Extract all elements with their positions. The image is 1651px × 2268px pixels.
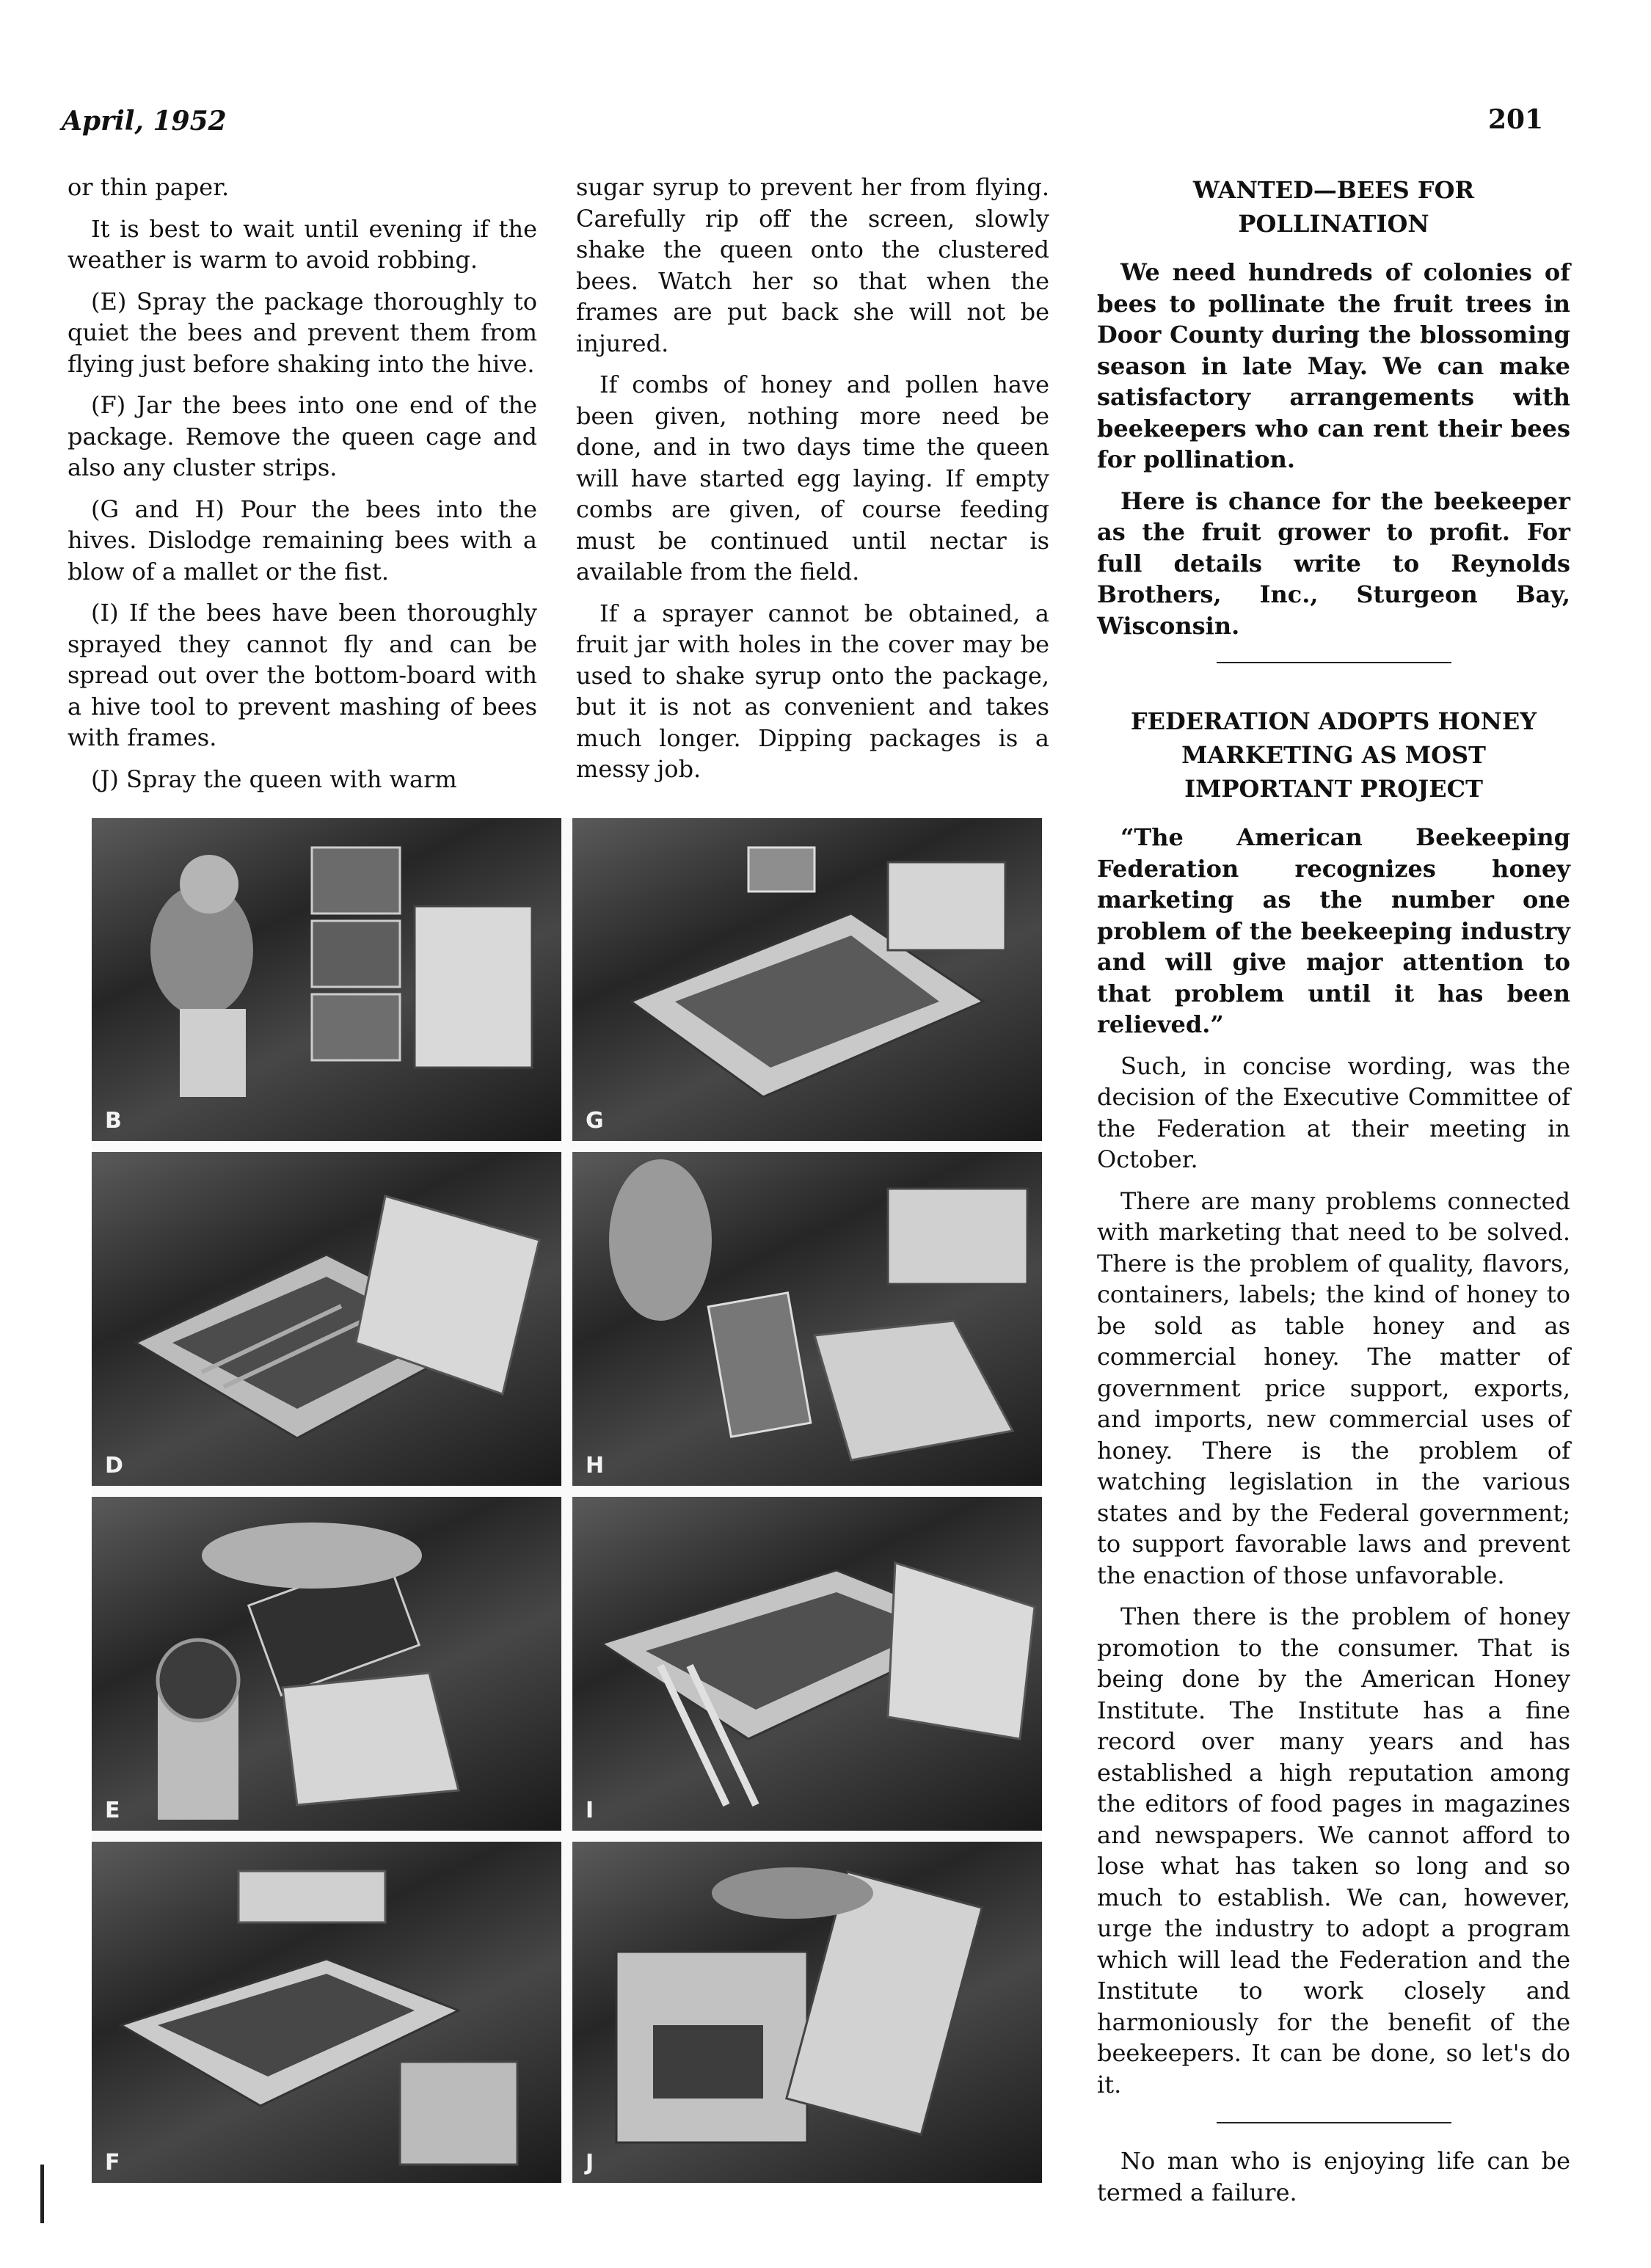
page-number: 201: [1488, 104, 1544, 135]
photo-panel-i: [572, 1497, 1042, 1831]
paragraph: It is best to wait until evening if the weather is warm to avoid robbing.: [68, 214, 537, 274]
paragraph: Such, in concise wording, was the decision of the Executive Committee of the Federation at their meeting in October.: [1097, 1051, 1570, 1173]
photo-panel-d: [92, 1152, 561, 1486]
shaking-package-image: [572, 1152, 1042, 1486]
photo-label: G: [586, 1108, 604, 1134]
hive-box-pouring-image: [572, 818, 1042, 1141]
photo-label: I: [586, 1798, 594, 1823]
quote-paragraph: “The American Beekeeping Federation recognizes honey marketing as the number one problem of the beekeeping industry and will give major attention to that problem until it has been relieved.”: [1097, 823, 1570, 1038]
photo-label: J: [586, 2150, 594, 2176]
ad-paragraph: Here is chance for the beekeeper as the fruit grower to profit. For full details write to Reynolds Brothers, Inc., Sturgeon Bay, Wisconsin.: [1097, 486, 1570, 640]
paragraph: (F) Jar the bees into one end of the package. Remove the queen cage and also any cluster strips.: [68, 391, 537, 481]
photo-label: D: [105, 1453, 123, 1478]
beekeeper-stacking-packages-image: [92, 818, 561, 1141]
paragraph: (E) Spray the package thoroughly to quiet the bees and prevent them from flying just before shaking into the hive.: [68, 287, 537, 378]
column-right: [1097, 173, 1570, 2218]
photo-panel-g: [572, 818, 1042, 1141]
photo-panel-e: [92, 1497, 561, 1831]
ad-paragraph: We need hundreds of colonies of bees to pollinate the fruit trees in Door County during the blossoming season in late May. We can make satisfactory arrangements with beekeepers who can rent their bees for pollination.: [1097, 258, 1570, 473]
queen-release-image: [572, 1842, 1042, 2183]
paragraph: If a sprayer cannot be obtained, a fruit jar with holes in the cover may be used to shake syrup onto the package, but it is not as convenient and takes much longer. Dipping packages is a messy job.: [576, 599, 1049, 783]
paragraph: There are many problems connected with marketing that need to be solved. There is the problem of quality, flavors, containers, labels; the kind of honey to be sold as table honey and as commercial honey. The matter of government price support, exports, and imports, new commercial uses of honey. There is the problem of watching legislation in the various states and by the Federal government; to support favorable laws and prevent the enaction of those unfavorable.: [1097, 1186, 1570, 1589]
ad-heading: WANTED—BEES FOR POLLINATION: [1192, 176, 1475, 238]
photo-panel-j: [572, 1842, 1042, 2183]
article-heading: FEDERATION ADOPTS HONEY MARKETING AS MOST IMPORTANT PROJECT: [1130, 707, 1537, 803]
section-divider: [1217, 2122, 1451, 2123]
issue-date: April, 1952: [62, 106, 227, 136]
paragraph: sugar syrup to prevent her from flying. Carefully rip off the screen, slowly shake the queen onto the clustered bees. Watch her so that when the frames are put back she will not be injured.: [576, 173, 1049, 357]
open-hive-frames-image: [92, 1152, 561, 1486]
section-divider: [1217, 662, 1451, 663]
paragraph: (J) Spray the queen with warm: [91, 765, 457, 793]
paragraph: or thin paper.: [68, 173, 230, 201]
paragraph: If combs of honey and pollen have been given, nothing more need be done, and in two days time the queen will have started egg laying. If empty combs are given, of course feeding must be continued until nectar is available from the field.: [576, 371, 1049, 586]
binding-mark: [40, 2165, 44, 2223]
closing-line: No man who is enjoying life can be termed a failure.: [1097, 2147, 1570, 2206]
paragraph: (I) If the bees have been thoroughly sprayed they cannot fly and can be spread out over the bottom-board with a hive tool to prevent mashing of bees with frames.: [68, 599, 537, 751]
photo-label: H: [586, 1453, 605, 1478]
photo-label: B: [105, 1108, 122, 1134]
photo-panel-b: [92, 818, 561, 1141]
spraying-package-image: [92, 1497, 561, 1831]
column-left: [68, 172, 537, 805]
photo-panel-h: [572, 1152, 1042, 1486]
photo-grid: [92, 818, 1042, 2183]
spreading-bees-image: [572, 1497, 1042, 1831]
photo-label: E: [105, 1798, 120, 1823]
paragraph: (G and H) Pour the bees into the hives. Dislodge remaining bees with a blow of a mallet or the fist.: [68, 495, 537, 586]
column-middle: [576, 172, 1049, 795]
sprayer-by-hive-image: [92, 1842, 561, 2183]
paragraph: Then there is the problem of honey promotion to the consumer. That is being done by the American Honey Institute. The Institute has a fine record over many years and has established a high reputation among the editors of food pages in magazines and newspapers. We cannot afford to lose what has taken so long and so much to establish. We can, however, urge the industry to adopt a program which will lead the Federation and the Institute to work closely and harmoniously for the benefit of the beekeepers. It can be done, so let's do it.: [1097, 1602, 1570, 2099]
photo-label: F: [105, 2150, 120, 2176]
photo-panel-f: [92, 1842, 561, 2183]
